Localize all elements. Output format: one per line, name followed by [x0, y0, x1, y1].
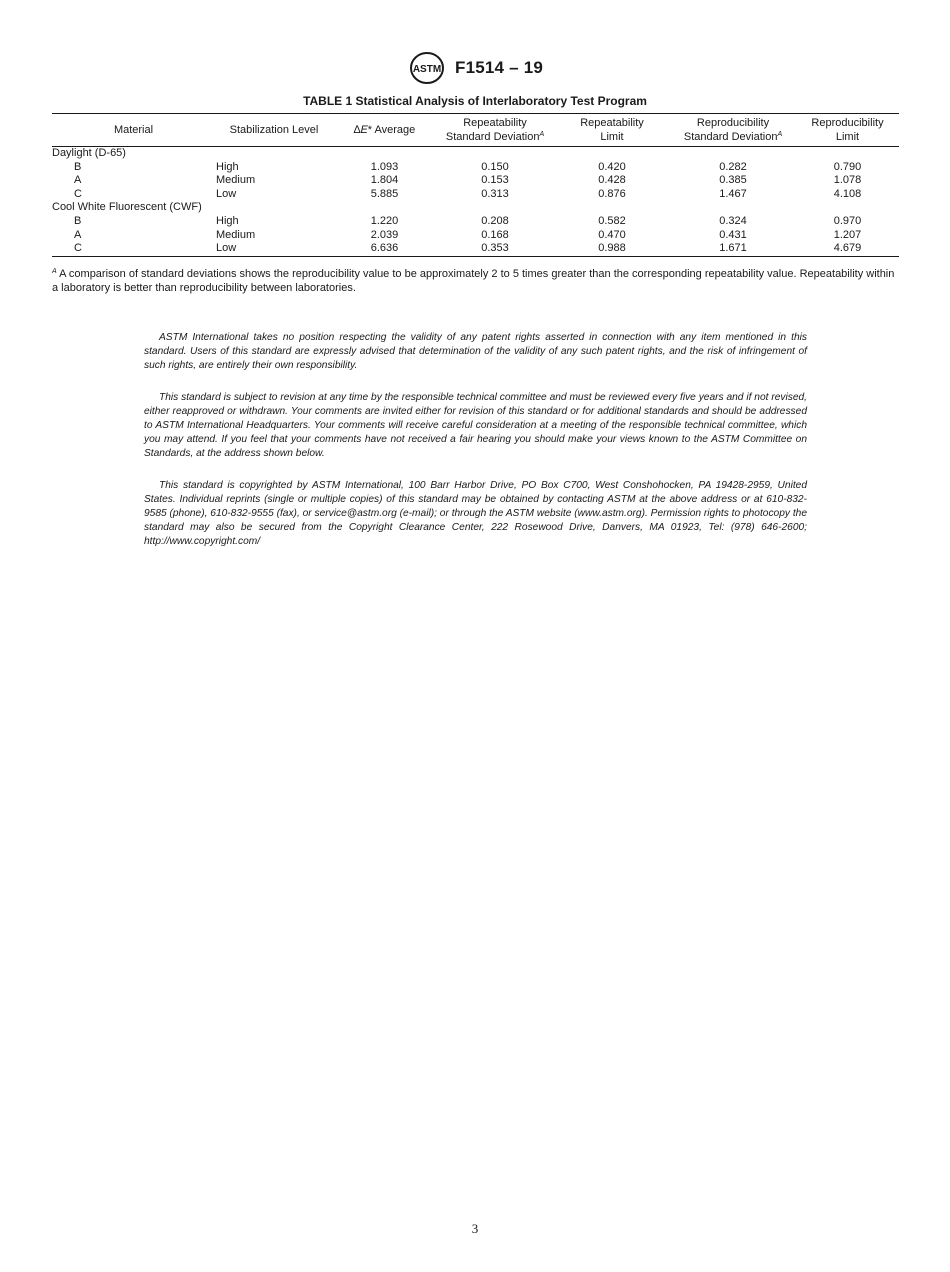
cell-level: High [216, 214, 239, 227]
group-label: Cool White Fluorescent (CWF) [52, 201, 202, 214]
cell-Rl: 0.790 [833, 160, 862, 173]
astm-notices [144, 331, 807, 567]
cell-rsd: 0.313 [481, 187, 509, 200]
col-repeatability-sd: Repeatability Standard Deviation$^A$ [445, 117, 545, 143]
cell-de: 1.093 [370, 160, 399, 173]
cell-rsd: 0.150 [481, 160, 509, 173]
col-delta-e-average: ∆E* Average [353, 124, 416, 136]
cell-level: Medium [216, 174, 256, 187]
cell-Rl: 1.207 [833, 228, 862, 241]
col-reproducibility-limit: Reproducibility Limit [811, 117, 884, 143]
astm-logo-icon [409, 52, 445, 84]
cell-level: Medium [216, 228, 256, 241]
cell-material: B [74, 160, 82, 173]
cell-rl: 0.876 [598, 187, 626, 200]
cell-rl: 0.470 [598, 228, 626, 241]
cell-rl: 0.420 [598, 160, 626, 173]
cell-rsd: 0.168 [481, 228, 509, 241]
group-label: Daylight (D-65) [52, 147, 126, 159]
cell-Rsd: 0.431 [719, 228, 747, 241]
cell-Rsd: 1.671 [719, 242, 747, 255]
cell-Rsd: 1.467 [719, 187, 747, 200]
table-row [52, 242, 899, 256]
cell-de: 1.804 [370, 174, 399, 187]
col-reproducibility-sd: Reproducibility Standard Deviation$^A$ [683, 117, 783, 143]
group-row [52, 147, 899, 161]
cell-level: Low [216, 242, 237, 255]
cell-Rsd: 0.324 [719, 214, 747, 227]
cell-material: B [74, 214, 82, 227]
cell-material: A [74, 228, 82, 241]
table-row [52, 188, 899, 202]
cell-rsd: 0.353 [481, 242, 509, 255]
cell-level: Low [216, 187, 237, 200]
table-row [52, 229, 899, 243]
cell-rsd: 0.153 [481, 174, 509, 187]
table-row [52, 174, 899, 188]
page-header [0, 50, 950, 86]
table-row [52, 215, 899, 229]
cell-Rsd: 0.282 [719, 160, 747, 173]
cell-rl: 0.428 [598, 174, 626, 187]
statistics-table [52, 113, 899, 257]
cell-Rsd: 0.385 [719, 174, 747, 187]
revision-notice: This standard is subject to revision at any time by the responsible technical committee and must be reviewed every five years and if not revised, either reapproved or withdrawn. Your comments are invited either for revision of this standard or for additional standards and should be addressed to ASTM International Headquarters. Your comments will receive careful consideration at a meeting of the responsible technical committee, which you may attend. If you feel that your comments have not received a fair hearing you should make your views known to the ASTM Committee on Standards, at the address shown below. [144, 392, 807, 459]
cell-material: C [74, 187, 82, 200]
cell-de: 6.636 [370, 242, 399, 255]
group-row [52, 201, 899, 215]
col-stabilization-level: Stabilization Level [229, 124, 319, 136]
cell-material: A [74, 174, 82, 187]
page-number: 3 [471, 1221, 479, 1236]
table-header-row [52, 114, 899, 147]
patent-notice: ASTM International takes no position respecting the validity of any patent rights asserted in connection with any item mentioned in this standard. Users of this standard are expressly advised that determination of the validity of any such patent rights, and the risk of infringement of such rights, are entirely their own responsibility. [144, 332, 807, 371]
cell-Rl: 4.679 [833, 242, 862, 255]
table-title: TABLE 1 Statistical Analysis of Interlaboratory Test Program [303, 94, 647, 108]
standard-designation: F1514 – 19 [455, 58, 544, 77]
footnote-text: A comparison of standard deviations shows the reproducibility value to be approximately 2 to 5 times greater than the corresponding repeatability value. Repeatability within a laboratory is better than reproducibility between laboratories. [52, 268, 895, 294]
svg-text:ASTM: ASTM [412, 64, 442, 75]
cell-material: C [74, 242, 82, 255]
col-material: Material [113, 124, 154, 136]
cell-rl: 0.582 [598, 214, 626, 227]
cell-de: 5.885 [370, 187, 399, 200]
copyright-notice: This standard is copyrighted by ASTM International, 100 Barr Harbor Drive, PO Box C700, West Conshohocken, PA 19428-2959, United States. Individual reprints (single or multiple copies) of this standard may be obtained by contacting ASTM at the above address or at 610-832-9585 (phone), 610-832-9555 (fax), or service@astm.org (e-mail); or through the ASTM website (www.astm.org). Permission rights to photocopy the standard may also be secured from the Copyright Clearance Center, 222 Rosewood Drive, Danvers, MA 01923, Tel: (978) 646-2600; http://www.copyright.com/ [144, 480, 807, 547]
cell-Rl: 1.078 [833, 174, 862, 187]
cell-Rl: 0.970 [833, 214, 862, 227]
cell-de: 1.220 [370, 214, 399, 227]
cell-rsd: 0.208 [481, 214, 509, 227]
cell-Rl: 4.108 [833, 187, 862, 200]
table-footnote [52, 267, 900, 295]
footnote-mark: A [52, 268, 57, 275]
cell-level: High [216, 160, 239, 173]
cell-de: 2.039 [370, 228, 399, 241]
table-row [52, 161, 899, 175]
col-repeatability-limit: Repeatability Limit [580, 117, 644, 143]
cell-rl: 0.988 [598, 242, 626, 255]
